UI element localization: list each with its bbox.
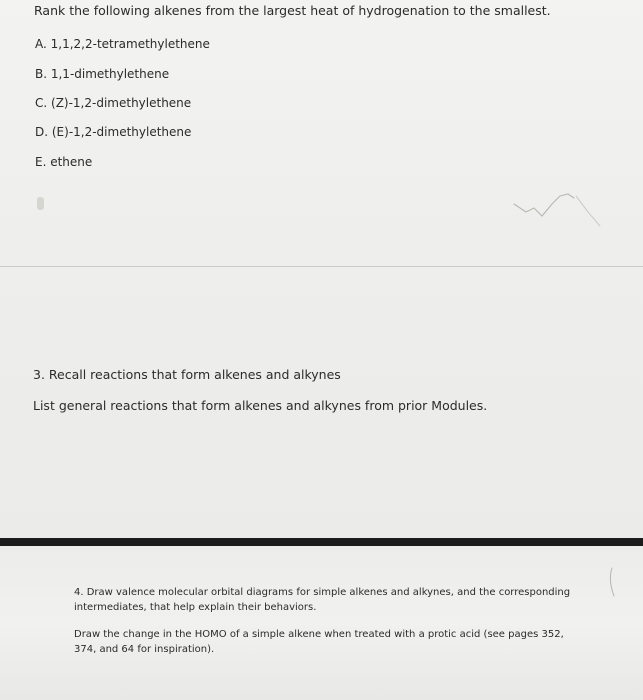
option-b: B. 1,1-dimethylethene xyxy=(35,67,170,81)
option-c: C. (Z)-1,2-dimethylethene xyxy=(35,96,192,110)
section-3-body: List general reactions that form alkenes and alkynes from prior Modules. xyxy=(33,398,488,413)
pencil-tick-mark xyxy=(606,566,626,600)
lower-paper-sheet xyxy=(0,546,643,700)
page-divider-line xyxy=(0,266,643,267)
option-d: D. (E)-1,2-dimethylethene xyxy=(35,125,192,139)
pencil-scribble-mark xyxy=(512,182,608,242)
option-a: A. 1,1,2,2-tetramethylethene xyxy=(35,37,210,51)
option-e: E. ethene xyxy=(35,155,93,169)
section-4-title: 4. Draw valence molecular orbital diagrams for simple alkenes and alkynes, and the corresponding intermediates, that help explain their behaviors. xyxy=(74,587,571,613)
question-prompt: Rank the following alkenes from the largest heat of hydrogenation to the smallest. xyxy=(34,3,551,18)
section-4-body: Draw the change in the HOMO of a simple alkene when treated with a protic acid (see pages 352, 374, and 64 for inspiration). xyxy=(74,629,564,655)
section-3-title: 3. Recall reactions that form alkenes and alkynes xyxy=(33,367,341,382)
dark-gap-band xyxy=(0,538,643,546)
pencil-smudge-mark xyxy=(37,197,44,210)
